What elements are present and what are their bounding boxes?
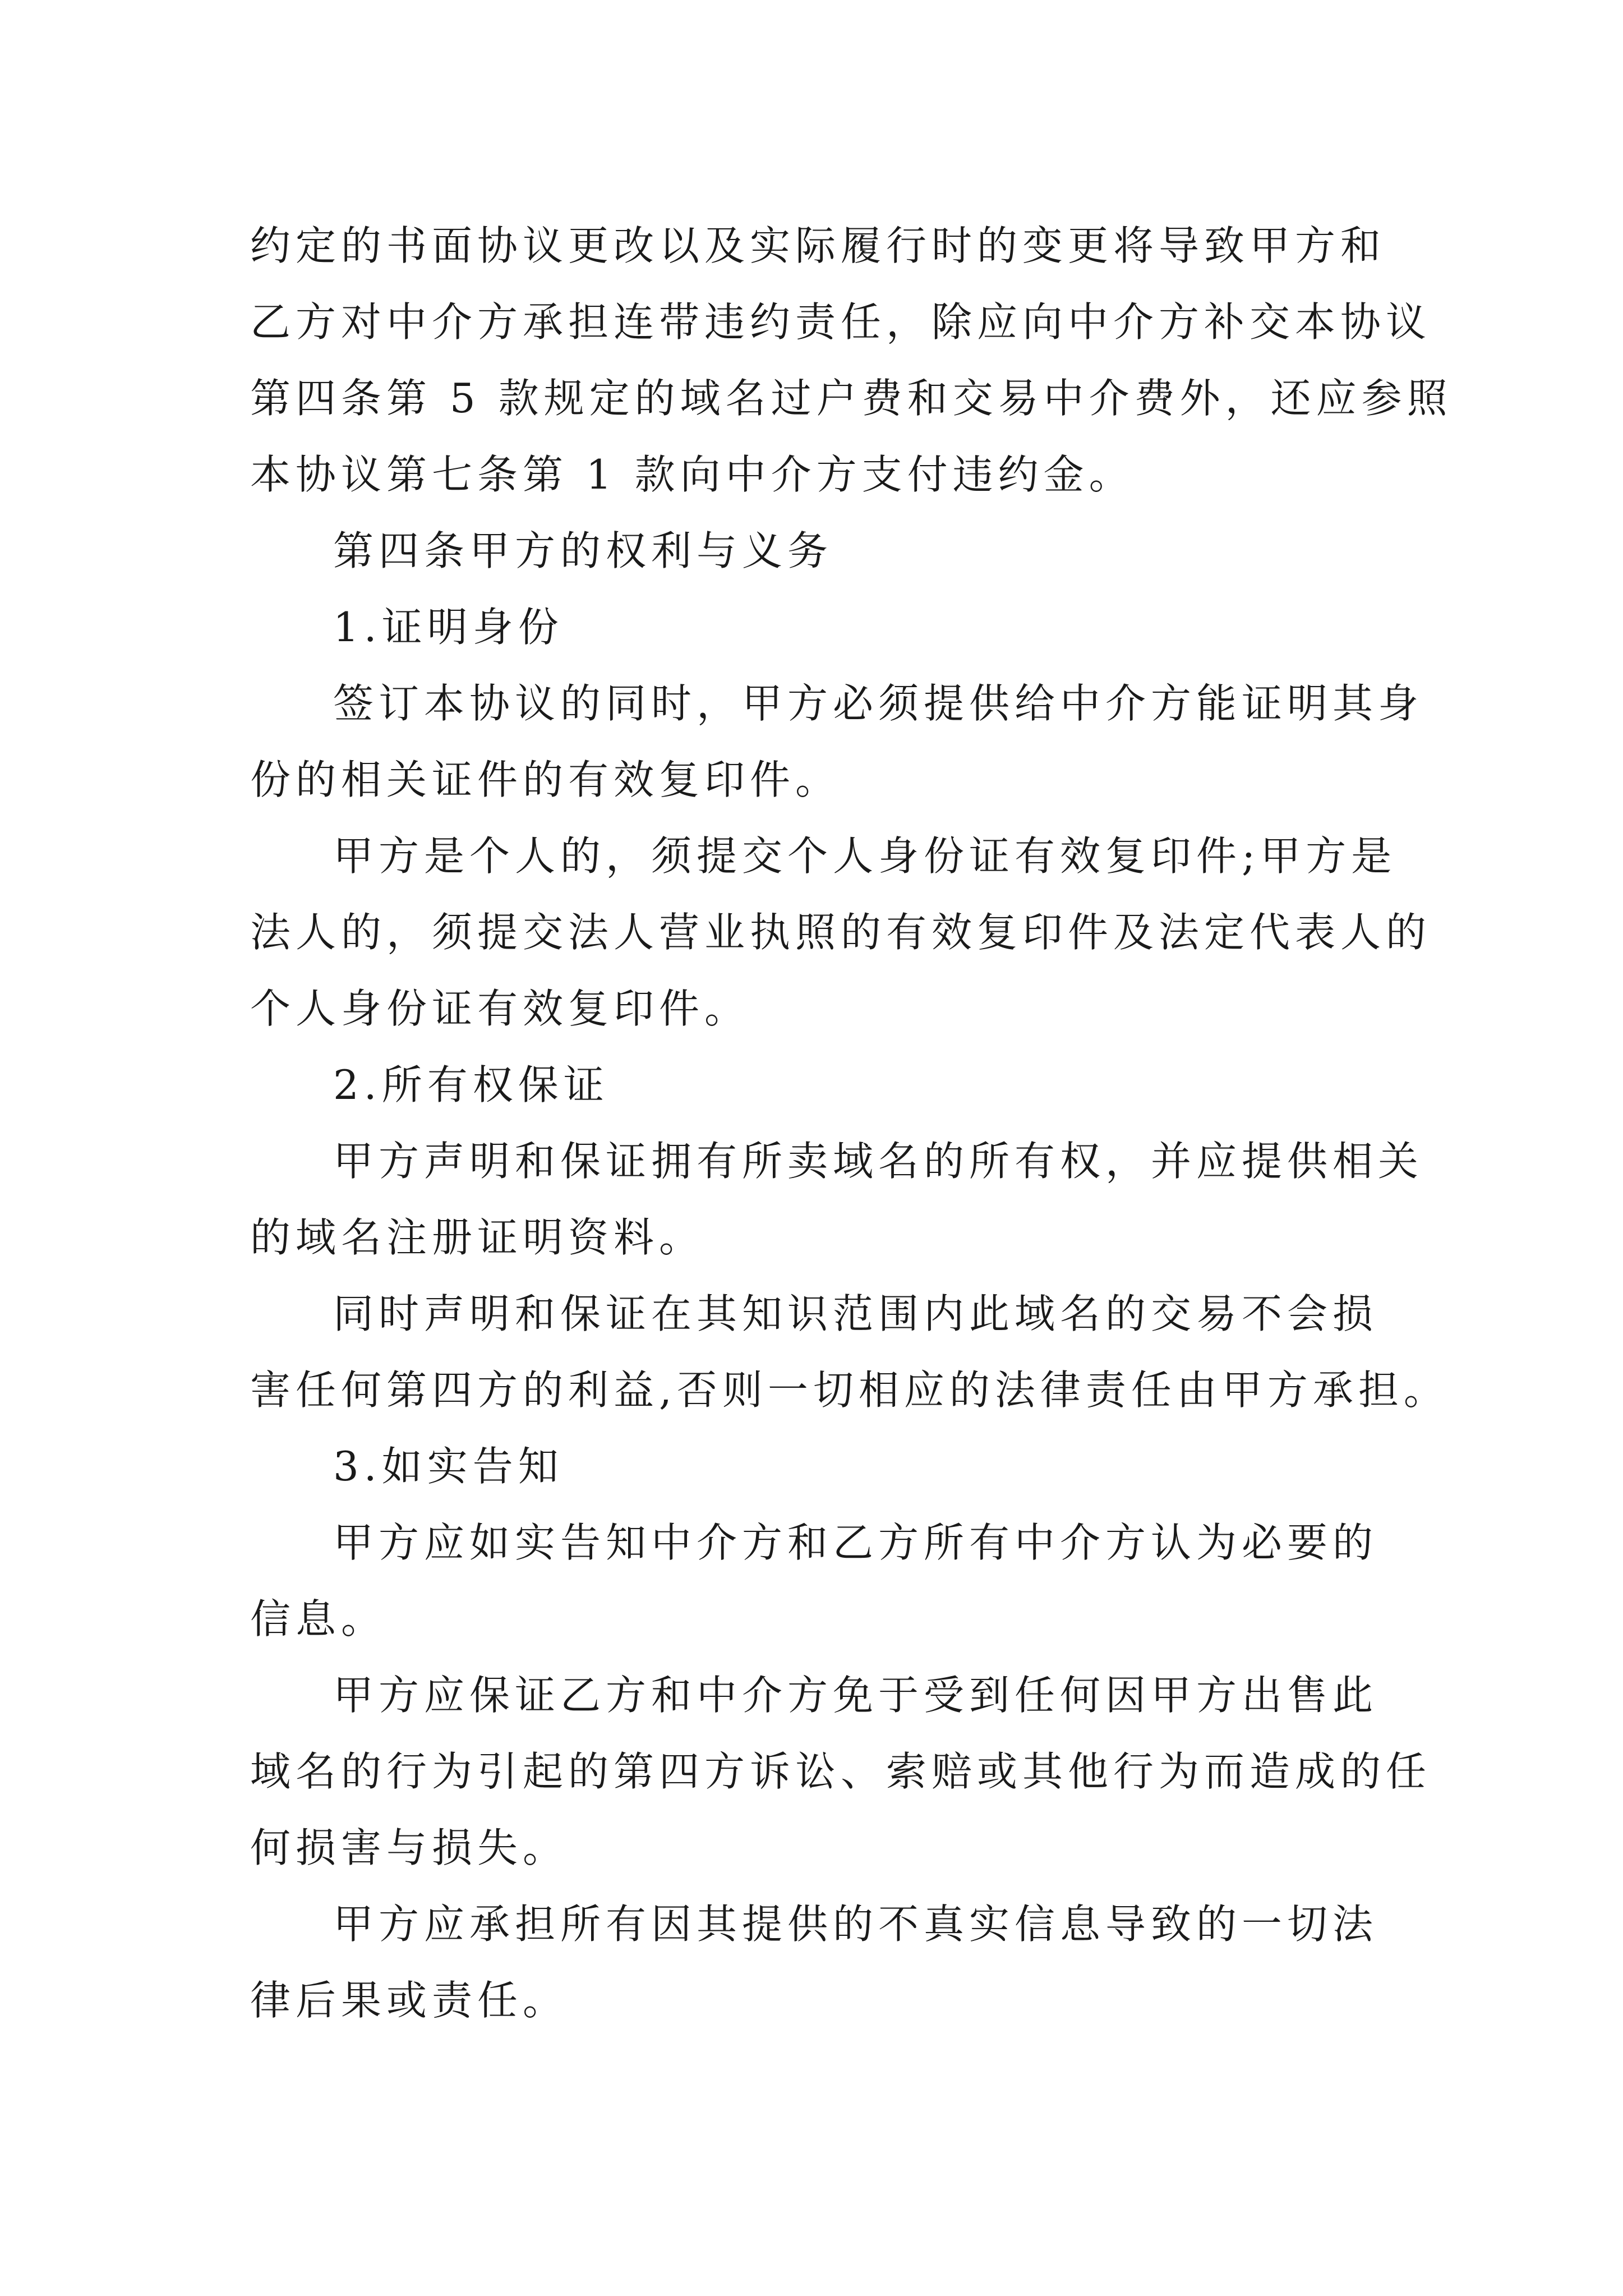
text-line: 甲方应保证乙方和中介方免于受到任何因甲方出售此 xyxy=(333,1672,1378,1719)
text-line: 的域名注册证明资料。 xyxy=(250,1214,705,1261)
text-line: 乙方对中介方承担连带违约责任，除应向中介方补交本协议 xyxy=(250,298,1432,346)
text-line: 法人的，须提交法人营业执照的有效复印件及法定代表人的 xyxy=(250,909,1432,956)
text-line: 约定的书面协议更改以及实际履行时的变更将导致甲方和 xyxy=(250,222,1386,269)
text-line: 本协议第七条第 1 款向中介方支付违约金。 xyxy=(250,451,1135,498)
text-line: 同时声明和保证在其知识范围内此域名的交易不会损 xyxy=(333,1290,1378,1337)
subsection-heading: 2.所有权保证 xyxy=(333,1061,609,1108)
subsection-heading: 3.如实告知 xyxy=(333,1443,564,1490)
text-line: 甲方是个人的，须提交个人身份证有效复印件;甲方是 xyxy=(333,832,1397,880)
section-heading: 第四条甲方的权利与义务 xyxy=(333,527,833,574)
text-line: 害任何第四方的利益,否则一切相应的法律责任由甲方承担。 xyxy=(250,1366,1449,1414)
text-line: 何损害与损失。 xyxy=(250,1824,569,1871)
text-line: 第四条第 5 款规定的域名过户费和交易中介费外，还应参照 xyxy=(250,375,1453,422)
text-line: 甲方应如实告知中介方和乙方所有中介方认为必要的 xyxy=(333,1519,1378,1566)
subsection-heading: 1.证明身份 xyxy=(333,604,564,651)
text-line: 个人身份证有效复印件。 xyxy=(250,985,750,1032)
text-line: 律后果或责任。 xyxy=(250,1977,569,2024)
text-line: 甲方声明和保证拥有所卖域名的所有权，并应提供相关 xyxy=(333,1138,1424,1185)
text-line: 签订本协议的同时，甲方必须提供给中介方能证明其身 xyxy=(333,680,1424,727)
document-body xyxy=(250,208,1453,2039)
text-line: 域名的行为引起的第四方诉讼、索赔或其他行为而造成的任 xyxy=(250,1748,1432,1795)
text-line: 甲方应承担所有因其提供的不真实信息导致的一切法 xyxy=(333,1901,1378,1948)
text-line: 份的相关证件的有效复印件。 xyxy=(250,756,841,803)
text-line: 信息。 xyxy=(250,1595,387,1642)
